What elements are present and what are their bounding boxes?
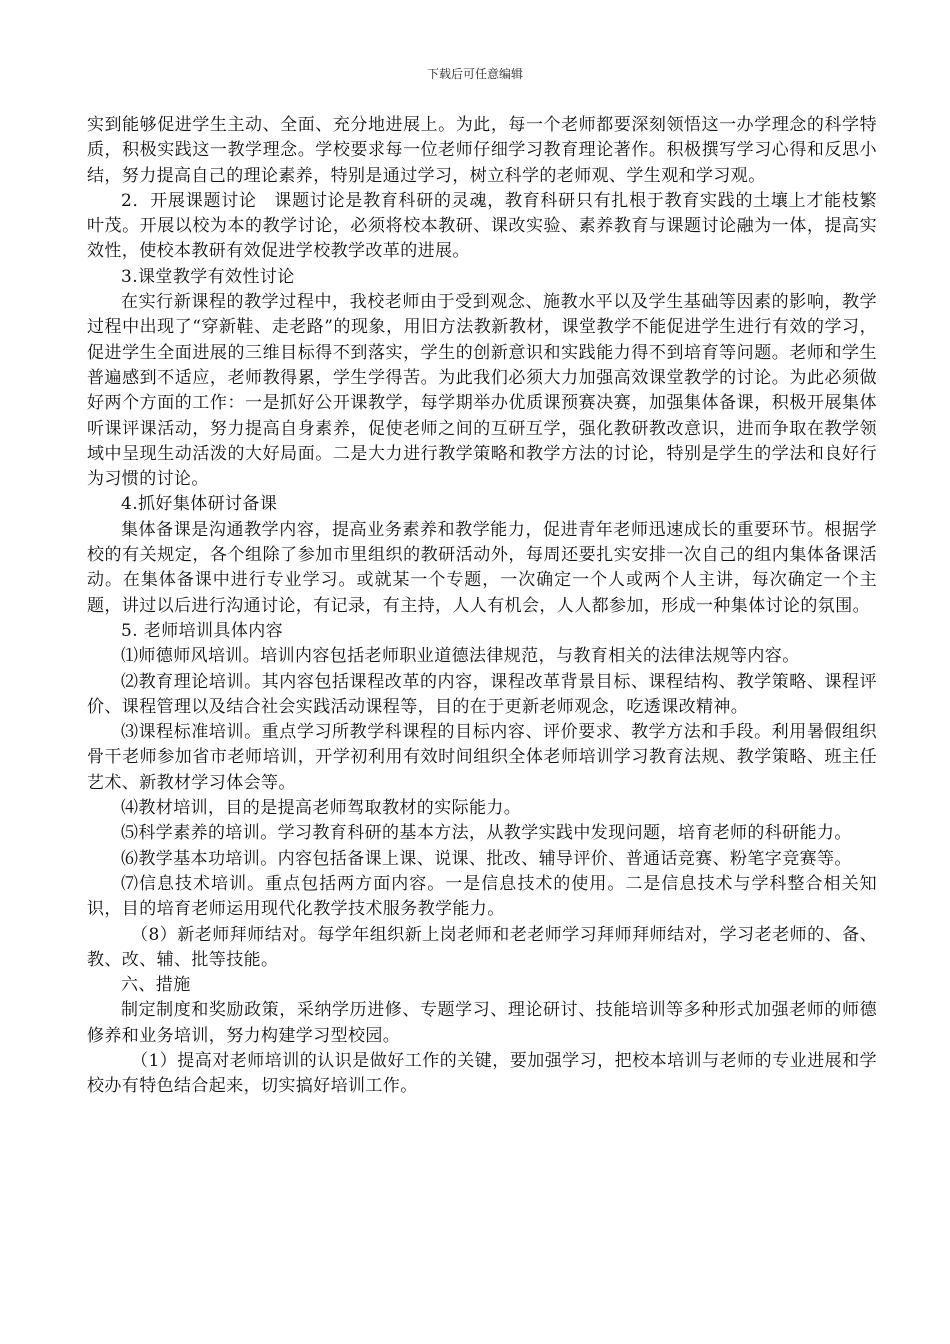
paragraph: 4.抓好集体研讨备课	[121, 494, 278, 515]
paragraph: 5. 老师培训具体内容	[121, 620, 284, 641]
paragraph: ⑸科学素养的培训。学习教育科研的基本方法，从教学实践中发现问题，培育老师的科研能力。	[121, 823, 852, 844]
paragraph: ⑴师德师风培训。培训内容包括老师职业道德法律规范，与教育相关的法律法规等内容。	[121, 646, 800, 667]
paragraph: 2．开展课题讨论 课题讨论是教育科研的灵魂，教育科研只有扎根于教育实践的土壤上才能枝繁叶茂。开展以校为本的教学讨论，必须将校本教研、课改实验、素养教育与课题讨论融为一体，提高实效性，使校本教研有效促进学校教学改革的进展。	[87, 190, 877, 262]
paragraph: 六、措施	[121, 975, 191, 996]
paragraph: ⑺信息技术培训。重点包括两方面内容。一是信息技术的使用。二是信息技术与学科整合相关知识，目的培育老师运用现代化教学技术服务教学能力。	[87, 873, 877, 920]
paragraph: ⑹教学基本功培训。内容包括备课上课、说课、批改、辅导评价、普通话竞赛、粉笔字竞赛等。	[121, 848, 852, 869]
paragraph: （8）新老师拜师结对。每学年组织新上岗老师和老老师学习拜师拜师结对，学习老老师的、备、教、改、辅、批等技能。	[87, 924, 877, 970]
paragraph: 实到能够促进学生主动、全面、充分地进展上。为此，每一个老师都要深刻领悟这一办学理念的科学特质，积极实践这一教学理念。学校要求每一位老师仔细学习教育理论著作。积极撰写学习心得和反思小结，努力提高自己的理论素养，特别是通过学习，树立科学的老师观、学生观和学习观。	[87, 115, 877, 186]
paragraph: （1）提高对老师培训的认识是做好工作的关键，要加强学习，把校本培训与老师的专业进展和学校办有特色结合起来，切实搞好培训工作。	[87, 1050, 877, 1097]
document-body	[87, 113, 877, 1100]
paragraph: ⑷教材培训，目的是提高老师驾取教材的实际能力。	[121, 798, 522, 819]
paragraph: 3.课堂教学有效性讨论	[121, 266, 295, 287]
paragraph: 在实行新课程的教学过程中，我校老师由于受到观念、施教水平以及学生基础等因素的影响，教学过程中出现了“穿新鞋、走老路”的现象，用旧方法教新教材，课堂教学不能促进学生进行有效的学习，促进学生全面进展的三维目标得不到落实，学生的创新意识和实践能力得不到培育等问题。老师和学生普遍感到不适应，老师教得累，学生学得苦。为此我们必须大力加强高效课堂教学的讨论。为此必须做好两个方面的工作：一是抓好公开课教学，每学期举办优质课预赛决赛，加强集体备课，积极开展集体听课评课活动，努力提高自身素养，促使老师之间的互研互学，强化教研教改意识，进而争取在教学领域中呈现生动活泼的大好局面。二是大力进行教学策略和教学方法的讨论，特别是学生的学法和良好行为习惯的讨论。	[87, 292, 877, 490]
paragraph: ⑶课程标准培训。重点学习所教学科课程的目标内容、评价要求、教学方法和手段。利用暑假组织骨干老师参加省市老师培训，开学初利用有效时间组织全体老师培训学习教育法规、教学策略、班主任艺术、新教材学习体会等。	[87, 722, 877, 793]
paragraph: ⑵教育理论培训。其内容包括课程改革的内容，课程改革背景目标、课程结构、教学策略、课程评价、课程管理以及结合社会实践活动课程等，目的在于更新老师观念，吃透课改精神。	[87, 671, 877, 717]
paragraph: 集体备课是沟通教学内容，提高业务素养和教学能力，促进青年老师迅速成长的重要环节。根据学校的有关规定，各个组除了参加市里组织的教研活动外，每周还要扎实安排一次自己的组内集体备课活动。在集体备课中进行专业学习。或就某一个专题，一次确定一个人或两个人主讲，每次确定一个主题，讲过以后进行沟通讨论，有记录，有主持，人人有机会，人人都参加，形成一种集体讨论的氛围。	[87, 519, 877, 616]
page-header: 下载后可任意编辑	[426, 67, 523, 81]
paragraph: 制定制度和奖励政策，采纳学历进修、专题学习、理论研讨、技能培训等多种形式加强老师的师德修养和业务培训，努力构建学习型校园。	[87, 1000, 877, 1046]
